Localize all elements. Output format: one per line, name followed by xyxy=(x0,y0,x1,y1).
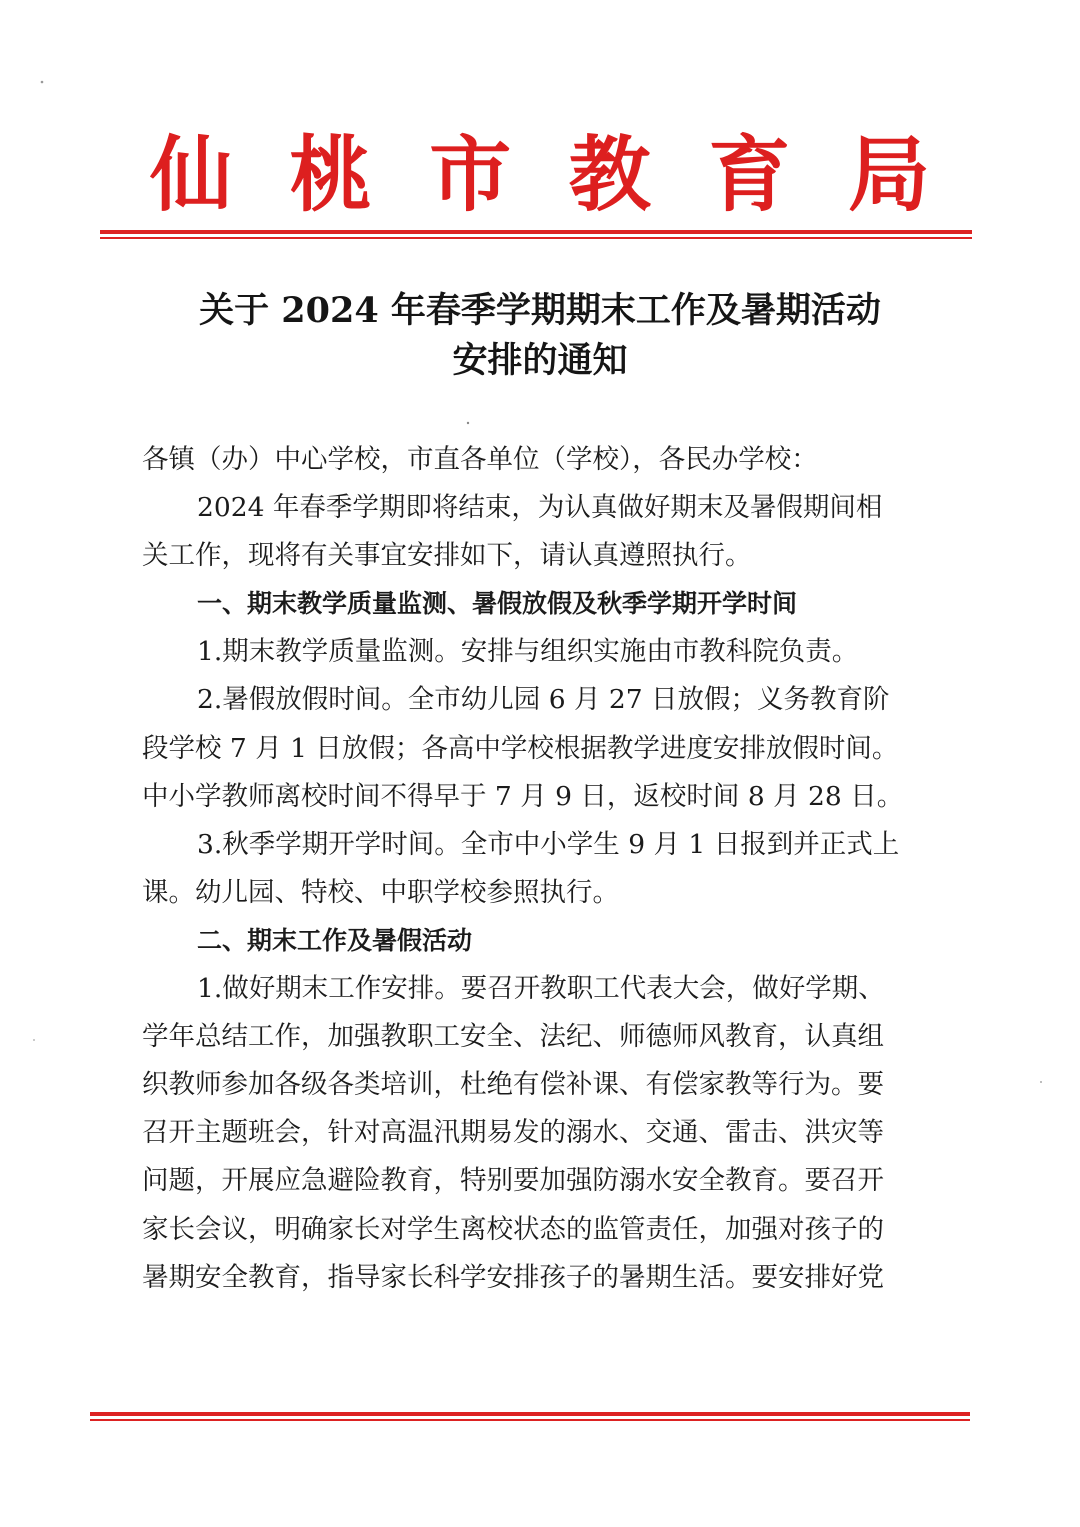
section-heading: 一、期末教学质量监测、暑假放假及秋季学期开学时间 xyxy=(197,589,798,619)
masthead-char: 局 xyxy=(847,128,930,223)
paragraph-line: 织教师参加各级各类培训，杜绝有偿补课、有偿家教等行为。要 xyxy=(142,1069,884,1101)
title-line-1: 关于 2024 年春季学期期末工作及暑期活动 xyxy=(199,290,881,331)
paragraph-line: 召开主题班会，针对高温汛期易发的溺水、交通、雷击、洪灾等 xyxy=(142,1117,884,1149)
paragraph-line: 家长会议，明确家长对学生离校状态的监管责任，加强对孩子的 xyxy=(142,1213,884,1245)
masthead-char: 桃 xyxy=(289,128,372,223)
masthead-char: 教 xyxy=(568,128,651,223)
masthead-char: 育 xyxy=(708,128,791,223)
title-line-2: 安排的通知 xyxy=(452,340,628,381)
section-heading: 二、期末工作及暑假活动 xyxy=(197,925,473,955)
paragraph-line: 中小学教师离校时间不得早于 7 月 9 日，返校时间 8 月 28 日。 xyxy=(142,780,904,812)
paragraph-line: 段学校 7 月 1 日放假；各高中学校根据教学进度安排放假时间。 xyxy=(142,732,899,764)
paragraph-line: 问题，开展应急避险教育，特别要加强防溺水安全教育。要召开 xyxy=(142,1165,884,1197)
masthead-char: 仙 xyxy=(150,128,233,223)
paragraph-line: 2024 年春季学期即将结束，为认真做好期末及暑假期间相 xyxy=(197,492,883,524)
paragraph-line: 课。幼儿园、特校、中职学校参照执行。 xyxy=(142,876,619,908)
paragraph-line: 1.做好期末工作安排。要召开教职工代表大会，做好学期、 xyxy=(197,973,885,1005)
paragraph-line: 暑期安全教育，指导家长科学安排孩子的暑期生活。要安排好党 xyxy=(142,1261,884,1293)
paragraph-line: 关工作，现将有关事宜安排如下，请认真遵照执行。 xyxy=(142,540,752,572)
paragraph-line: 1.期末教学质量监测。安排与组织实施由市教科院负责。 xyxy=(197,636,859,668)
salutation: 各镇（办）中心学校，市直各单位（学校），各民办学校： xyxy=(142,444,818,475)
masthead-char: 市 xyxy=(429,128,512,223)
paragraph-line: 3.秋季学期开学时间。全市中小学生 9 月 1 日报到并正式上 xyxy=(197,828,900,860)
paragraph-line: 2.暑假放假时间。全市幼儿园 6 月 27 日放假；义务教育阶 xyxy=(197,684,890,716)
paragraph-line: 学年总结工作，加强教职工安全、法纪、师德师风教育，认真组 xyxy=(142,1021,884,1053)
